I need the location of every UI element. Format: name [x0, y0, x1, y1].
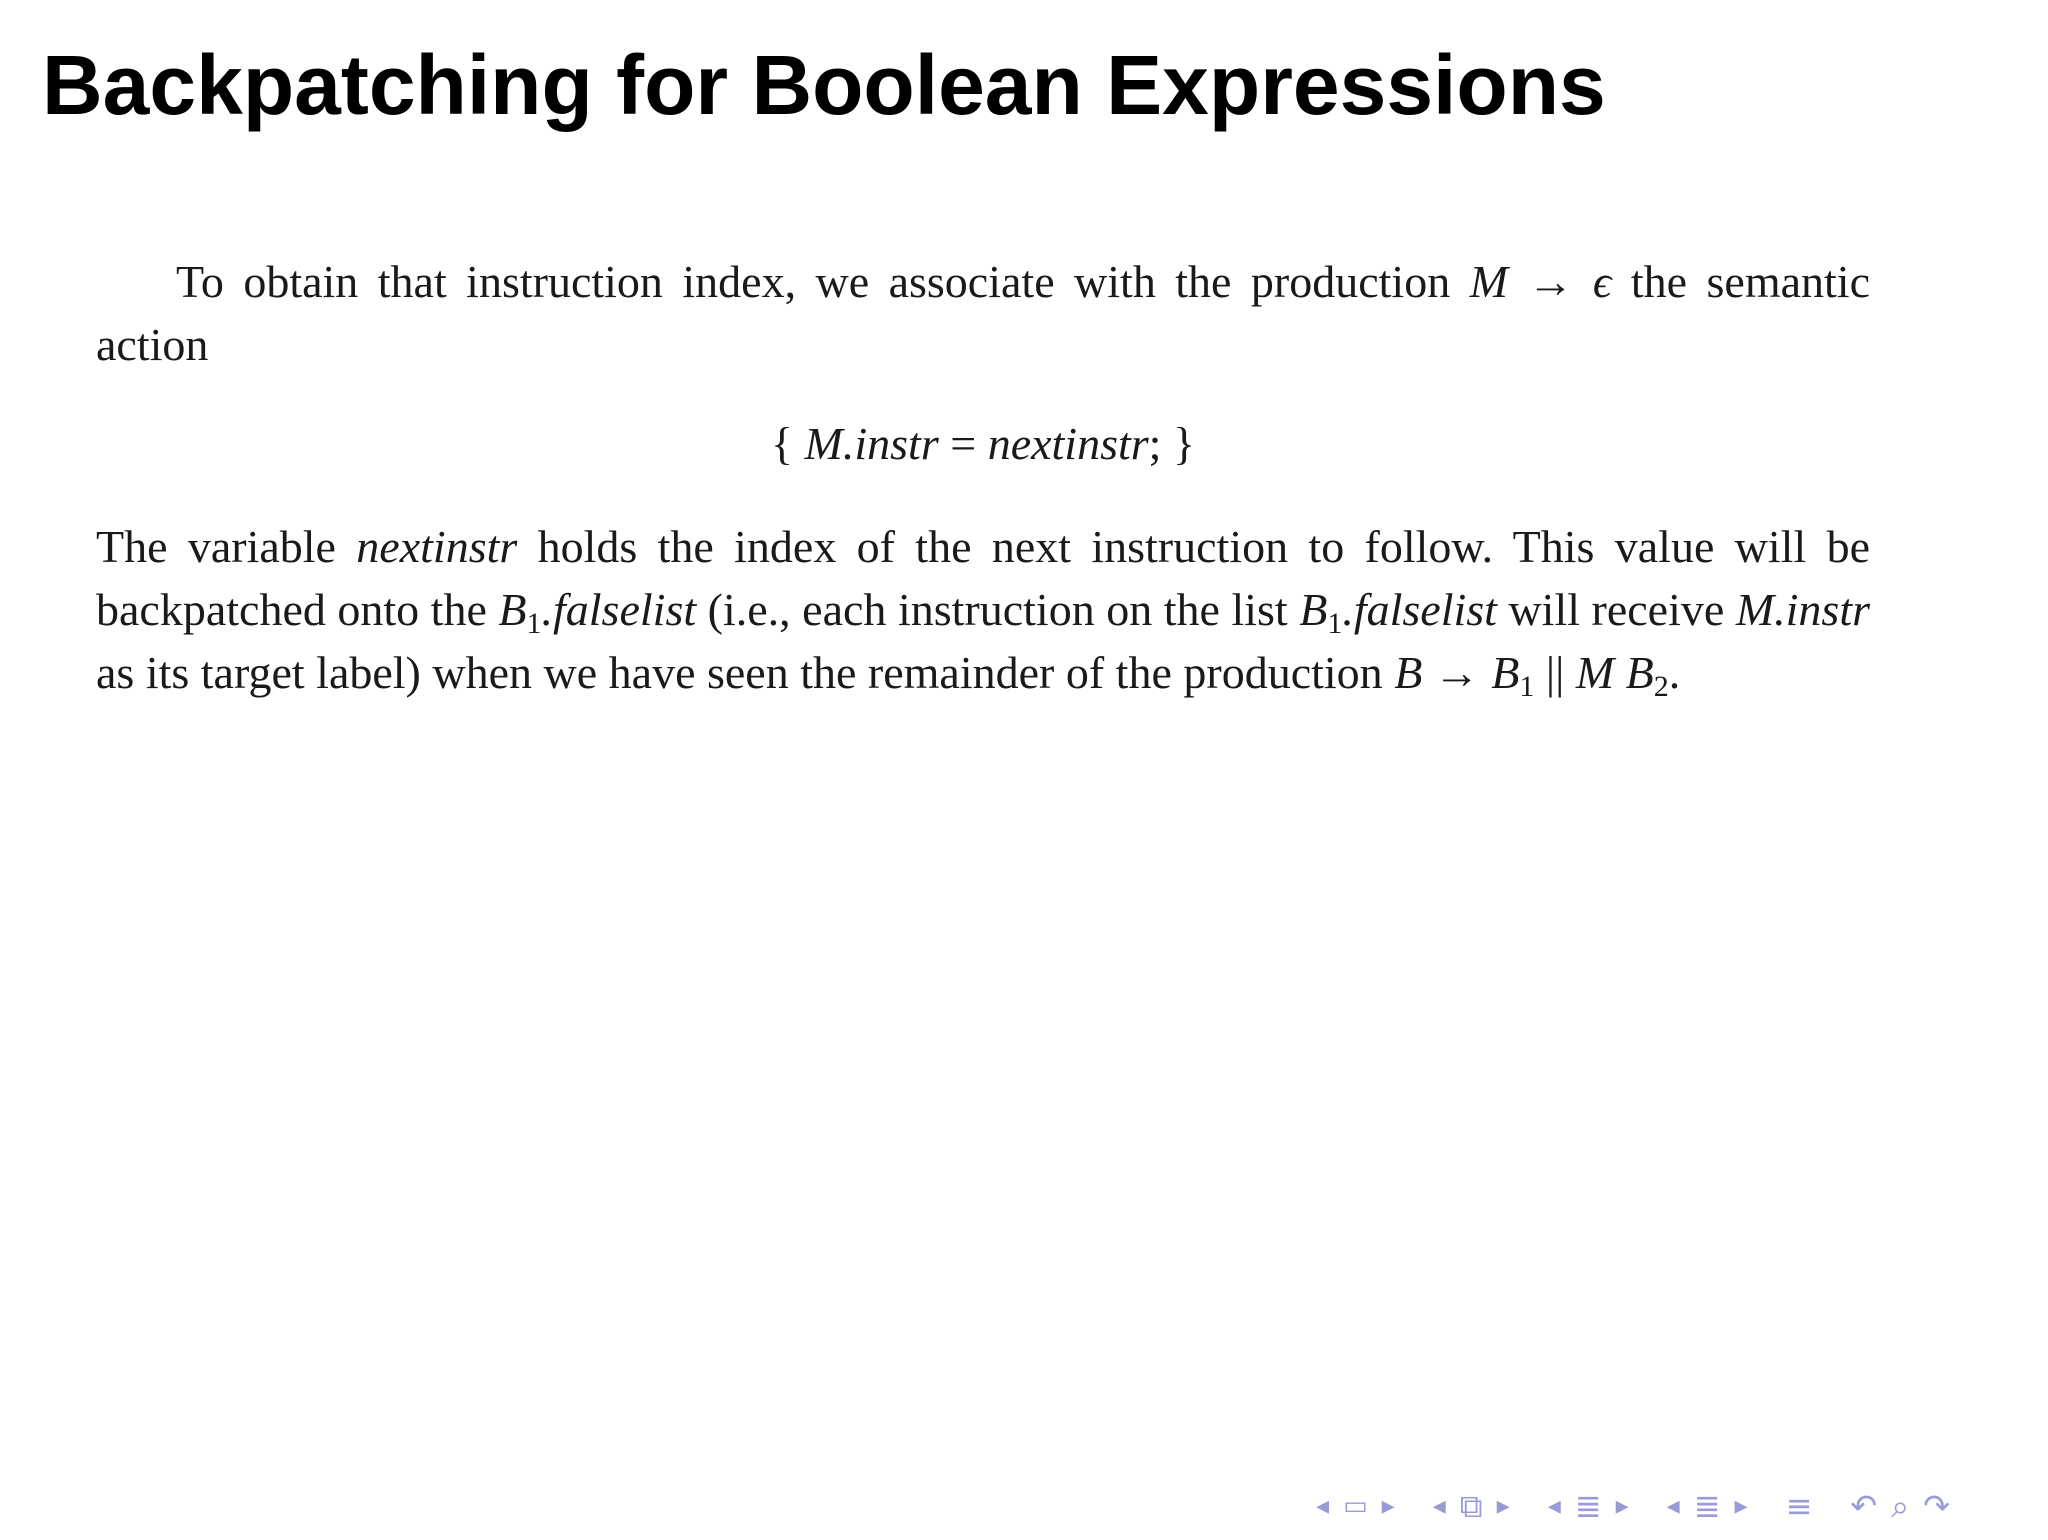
paragraph-intro: To obtain that instruction index, we associate with the production M → ϵ the semantic action: [96, 256, 1870, 370]
frame-icon[interactable]: ▭: [1343, 1491, 1368, 1521]
nav-next-arrow-icon[interactable]: ▸: [1381, 1491, 1395, 1521]
undo-icon[interactable]: ↶: [1850, 1487, 1878, 1525]
subsection-icon[interactable]: ⧉: [1459, 1486, 1483, 1525]
prev-arrow-icon[interactable]: ◂: [1432, 1491, 1446, 1521]
search-icon[interactable]: ⌕: [1891, 1486, 1910, 1525]
next-arrow-icon[interactable]: ▸: [1734, 1491, 1748, 1521]
paragraph-explanation: The variable nextinstr holds the index of the next instruction to follow. This value will be backpatched onto the $B_1.falselist$ (i.e., each instruction on the list $B_1.falselist$ will receive M.instr as its target label) when we have seen the remainder of the production $B \to B_1$ || M $B_2$.: [96, 521, 1870, 703]
prev-arrow-icon[interactable]: ◂: [1666, 1491, 1680, 1521]
next-arrow-icon[interactable]: ▸: [1615, 1491, 1629, 1521]
list-icon[interactable]: ≣: [1693, 1487, 1721, 1525]
slide-title: Backpatching for Boolean Expressions: [42, 38, 1606, 132]
align-icon[interactable]: ≡: [1785, 1487, 1813, 1525]
next-arrow-icon[interactable]: ▸: [1496, 1491, 1510, 1521]
nav-prev-arrow-icon[interactable]: ◂: [1316, 1491, 1330, 1521]
textbook-excerpt: [96, 250, 1870, 704]
semantic-action-equation: { M.instr = nextinstr; }: [770, 418, 1196, 469]
section-icon[interactable]: ≣: [1574, 1487, 1602, 1525]
beamer-navigation-bar: [1316, 1486, 1950, 1526]
redo-icon[interactable]: ↷: [1923, 1487, 1950, 1525]
prev-arrow-icon[interactable]: ◂: [1547, 1491, 1561, 1521]
